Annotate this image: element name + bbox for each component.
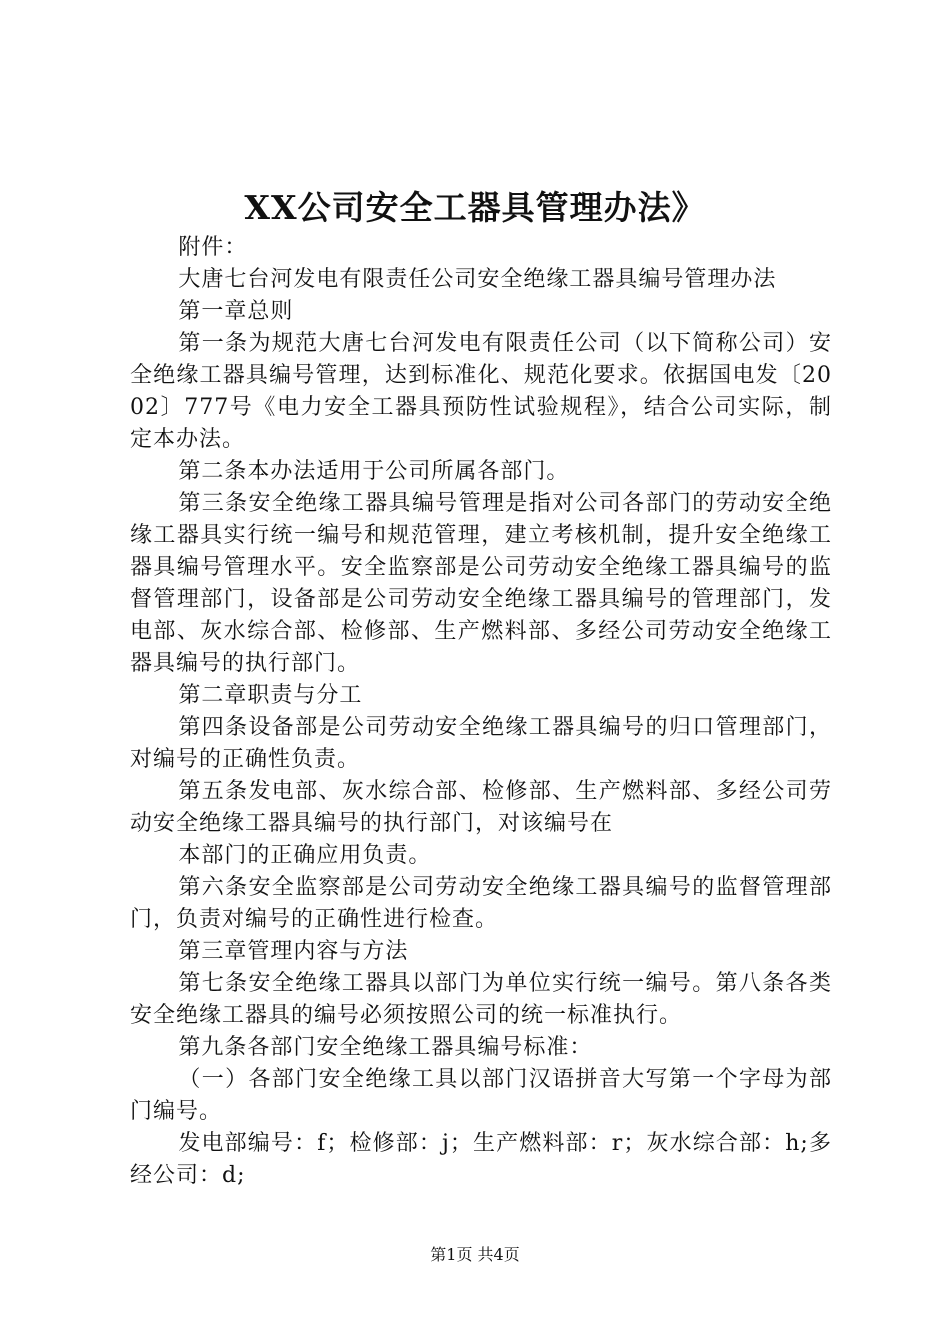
document-body (130, 232, 832, 1192)
chapter-heading: 第三章管理内容与方法 (178, 939, 409, 964)
article-paragraph: 发电部编号：f；检修部：j；生产燃料部：r；灰水综合部：h;多经公司：d; (130, 1131, 832, 1188)
article-paragraph: 第一条为规范大唐七台河发电有限责任公司（以下简称公司）安全绝缘工器具编号管理，达到标准化、规范化要求。依据国电发〔2002〕777号《电力安全工器具预防性试验规程》，结合公司实际，制定本办法。 (130, 331, 832, 452)
article-paragraph: （一）各部门安全绝缘工具以部门汉语拼音大写第一个字母为部门编号。 (130, 1067, 832, 1124)
article-paragraph: 第四条设备部是公司劳动安全绝缘工器具编号的归口管理部门，对编号的正确性负责。 (130, 715, 832, 772)
chapter-heading: 第二章职责与分工 (178, 683, 363, 708)
article-paragraph: 第六条安全监察部是公司劳动安全绝缘工器具编号的监督管理部门，负责对编号的正确性进行检查。 (130, 875, 832, 932)
attachment-label: 附件： (178, 235, 248, 260)
attachment-name: 大唐七台河发电有限责任公司安全绝缘工器具编号管理办法 (178, 267, 777, 292)
article-paragraph: 第七条安全绝缘工器具以部门为单位实行统一编号。第八条各类安全绝缘工器具的编号必须按照公司的统一标准执行。 (130, 971, 832, 1028)
page-number: 第1页 共4页 (430, 1245, 520, 1264)
article-paragraph: 第三条安全绝缘工器具编号管理是指对公司各部门的劳动安全绝缘工器具实行统一编号和规范管理，建立考核机制，提升安全绝缘工器具编号管理水平。安全监察部是公司劳动安全绝缘工器具编号的监督管理部门，设备部是公司劳动安全绝缘工器具编号的管理部门，发电部、灰水综合部、检修部、生产燃料部、多经公司劳动安全绝缘工器具编号的执行部门。 (130, 491, 832, 676)
article-paragraph: 第二条本办法适用于公司所属各部门。 (178, 459, 570, 484)
article-paragraph: 第九条各部门安全绝缘工器具编号标准： (178, 1035, 593, 1060)
article-paragraph: 第五条发电部、灰水综合部、检修部、生产燃料部、多经公司劳动安全绝缘工器具编号的执行部门，对该编号在 (130, 779, 832, 836)
document-title: XX公司安全工器具管理办法》 (244, 188, 706, 227)
chapter-heading: 第一章总则 (178, 299, 294, 324)
article-paragraph: 本部门的正确应用负责。 (178, 843, 432, 868)
